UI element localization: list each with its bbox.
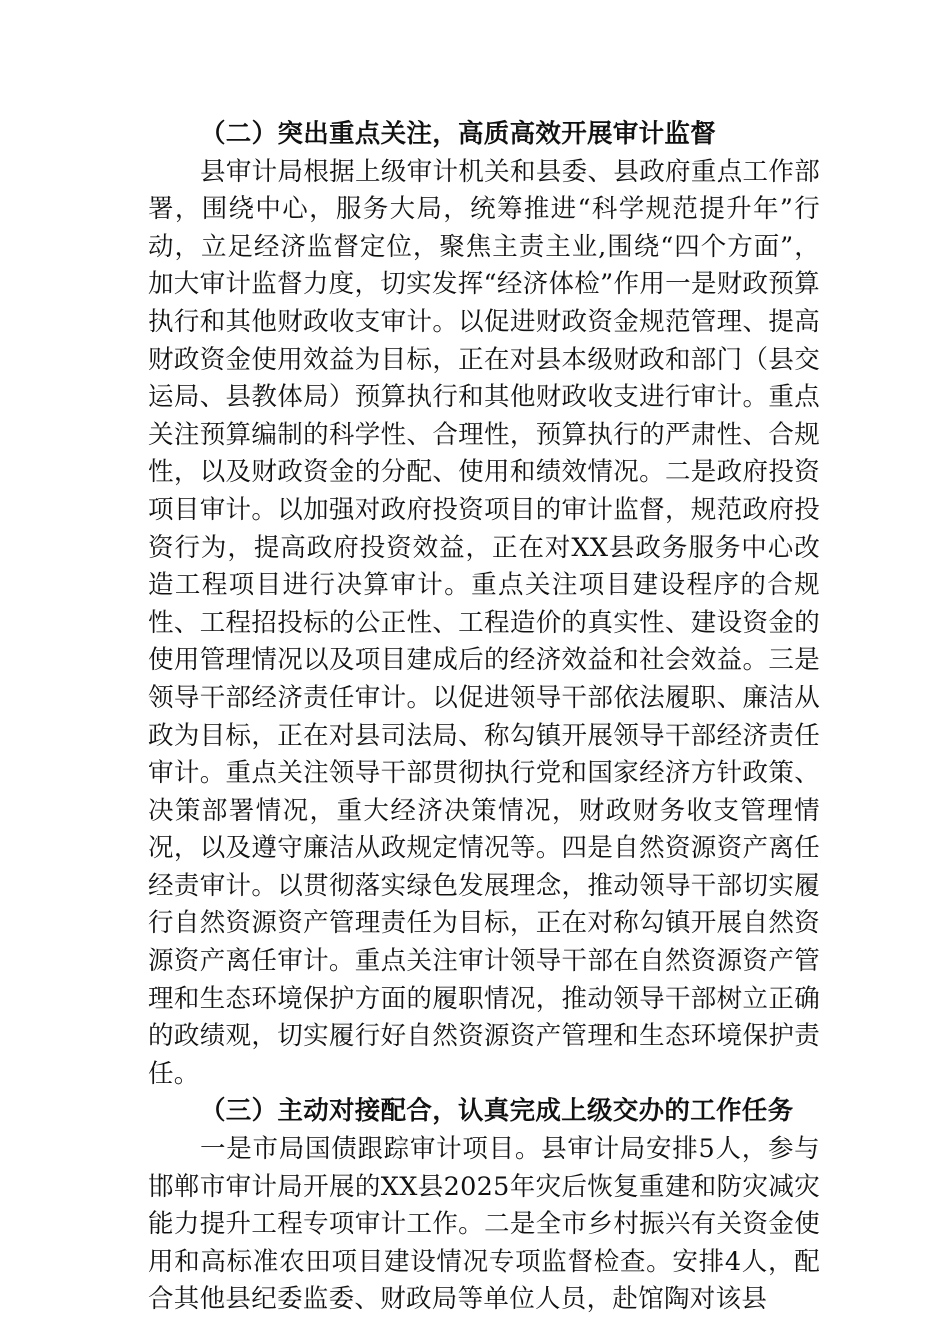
section-2-heading: （二）突出重点关注，高质高效开展审计监督 [200, 119, 717, 149]
section-2-paragraph: 县审计局根据上级审计机关和县委、县政府重点工作部署，围绕中心，服务大局，统筹推进“科学规范提升年”行动，立足经济监督定位，聚焦主责主业,围绕“四个方面”，加大审计监督力度，切实发挥“经济体检”作用一是财政预算执行和其他财政收支审计。以促进财政资金规范管理、提高财政资金使用效益为目标，正在对县本级财政和部门（县交运局、县教体局）预算执行和其他财政收支进行审计。重点关注预算编制的科学性、合理性，预算执行的严肃性、合规性，以及财政资金的分配、使用和绩效情况。二是政府投资项目审计。以加强对政府投资项目的审计监督，规范政府投资行为，提高政府投资效益，正在对XX县政务服务中心改造工程项目进行决算审计。重点关注项目建设程序的合规性、工程招投标的公正性、工程造价的真实性、建设资金的使用管理情况以及项目建成后的经济效益和社会效益。三是领导干部经济责任审计。以促进领导干部依法履职、廉洁从政为目标，正在对县司法局、称勾镇开展领导干部经济责任审计。重点关注领导干部贯彻执行党和国家经济方针政策、决策部署情况，重大经济决策情况，财政财务收支管理情况，以及遵守廉洁从政规定情况等。四是自然资源资产离任经责审计。以贯彻落实绿色发展理念，推动领导干部切实履行自然资源资产管理责任为目标，正在对称勾镇开展自然资源资产离任审计。重点关注审计领导干部在自然资源资产管理和生态环境保护方面的履职情况，推动领导干部树立正确的政绩观，切实履行好自然资源资产管理和生态环境保护责任。 [148, 156, 820, 1089]
section-3-paragraph: 一是市局国债跟踪审计项目。县审计局安排5人，参与邯郸市审计局开展的XX县2025年灾后恢复重建和防灾减灾能力提升工程专项审计工作。二是全市乡村振兴有关资金使用和高标准农田项目建设情况专项监督检查。安排4人，配合其他县纪委监委、财政局等单位人员，赴馆陶对该县 [148, 1134, 820, 1315]
document-page [148, 116, 820, 1319]
section-3-heading: （三）主动对接配合，认真完成上级交办的工作任务 [200, 1096, 794, 1127]
